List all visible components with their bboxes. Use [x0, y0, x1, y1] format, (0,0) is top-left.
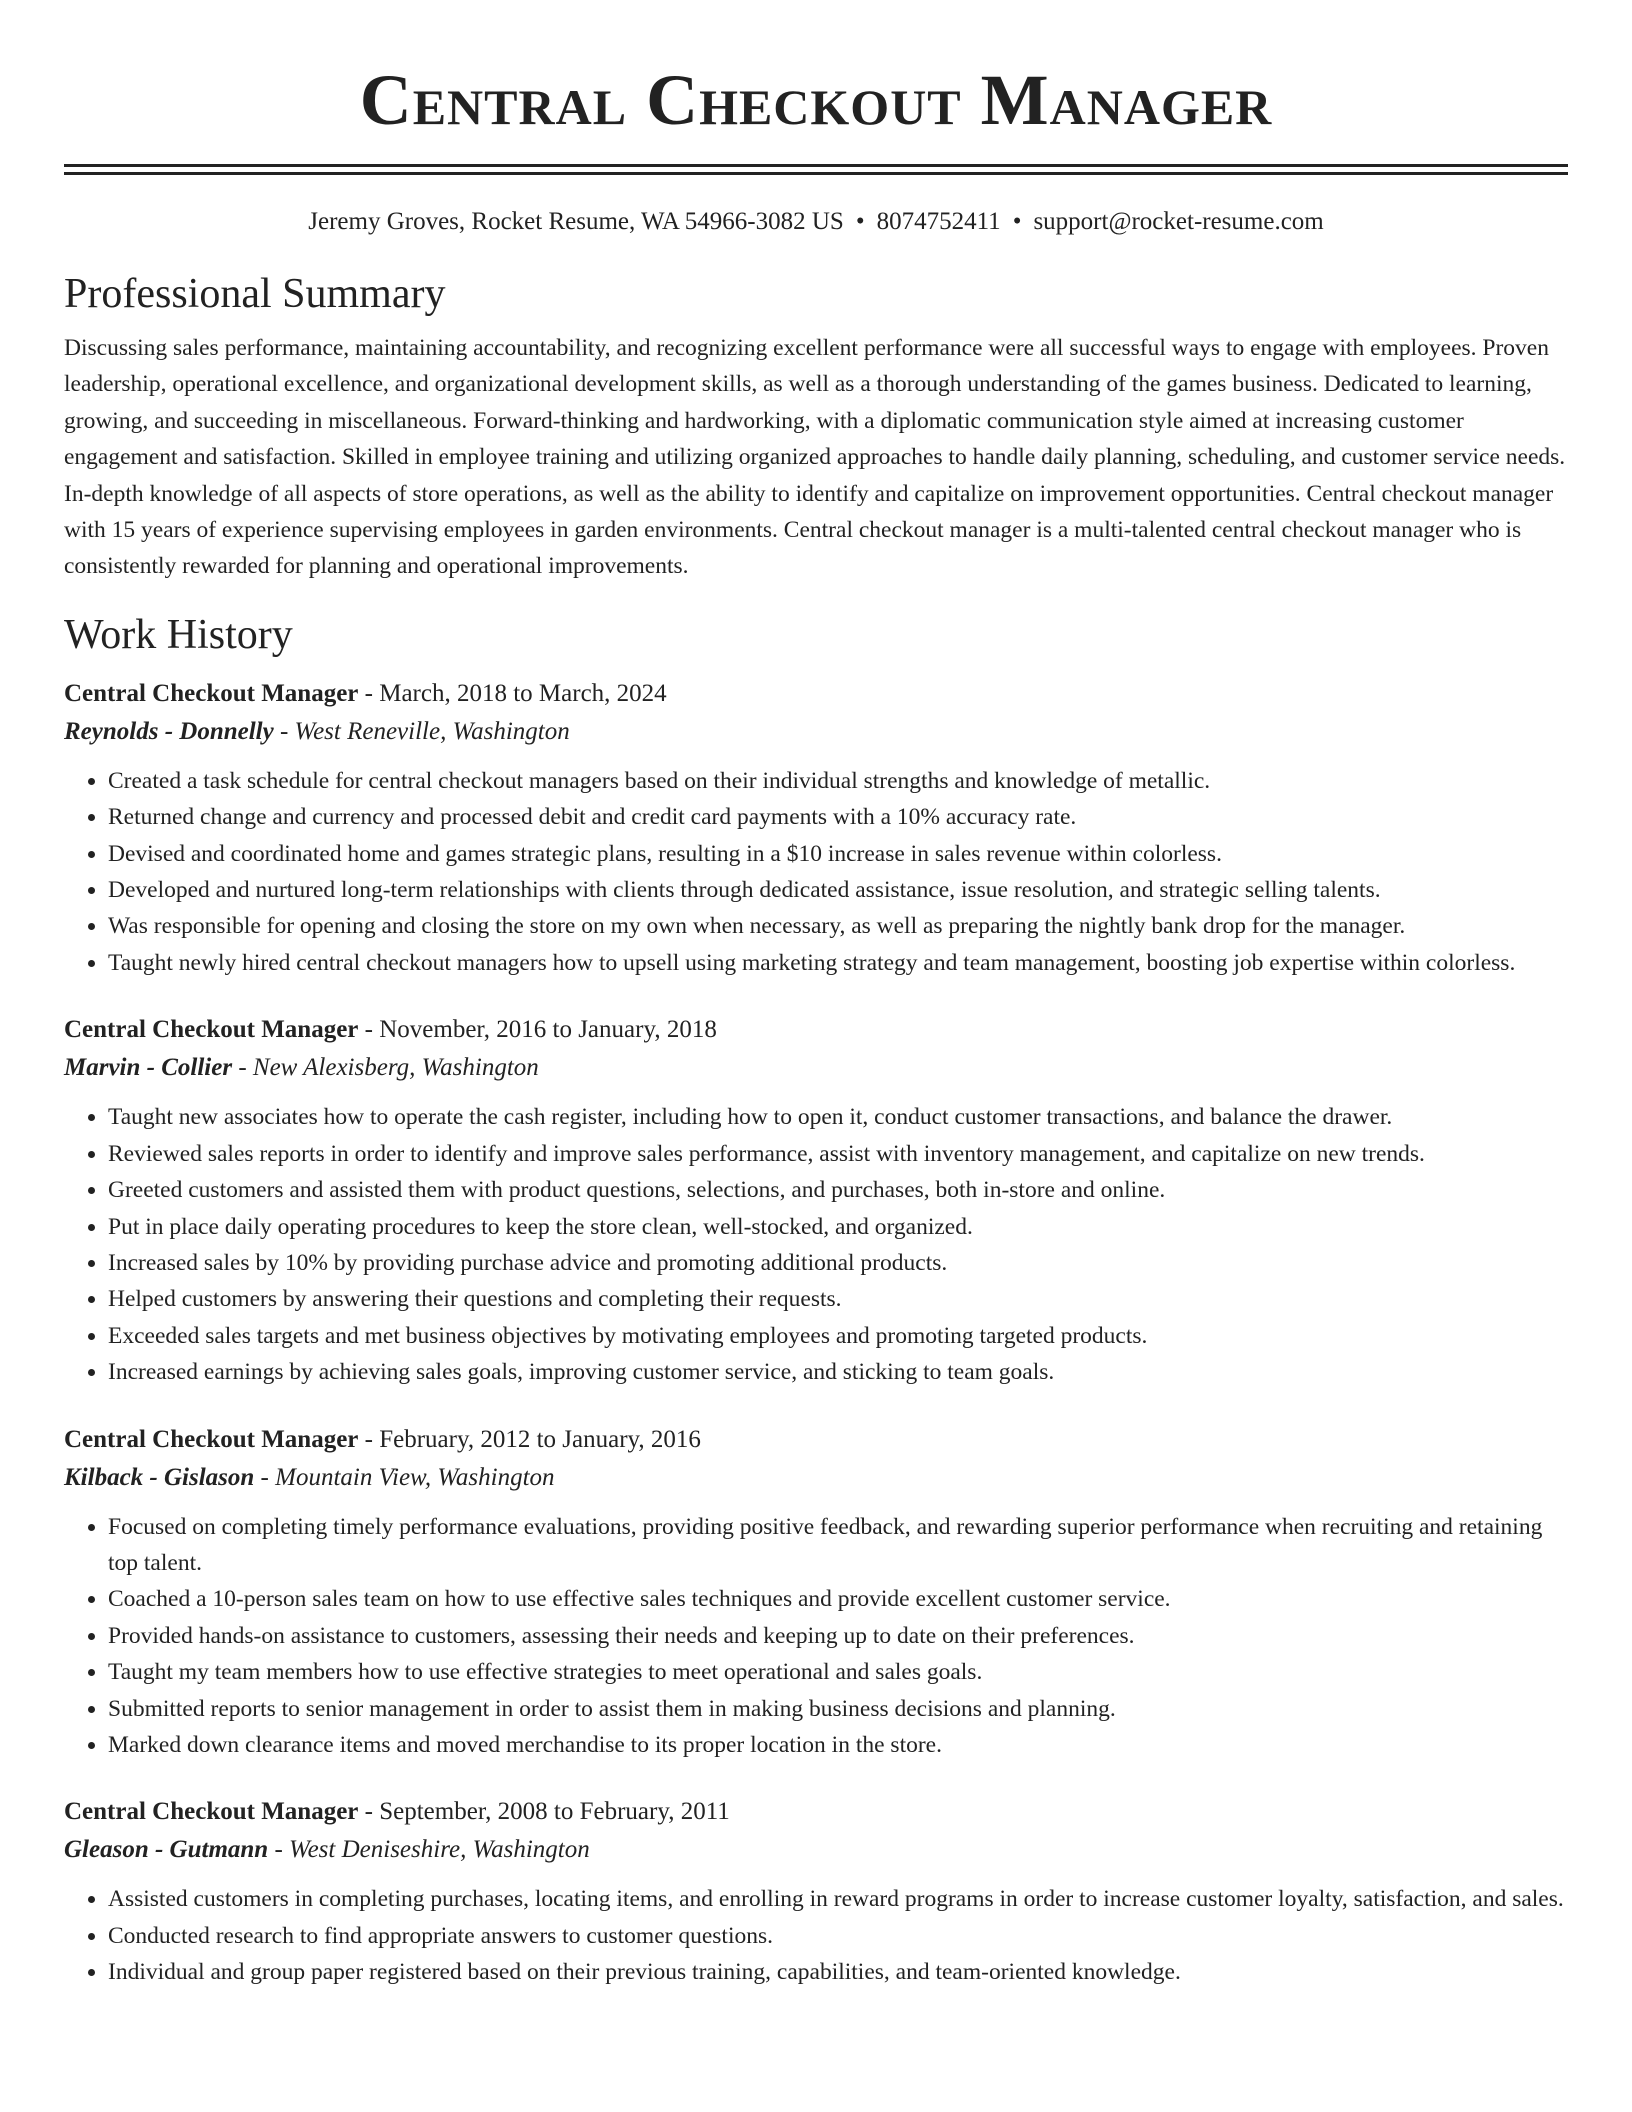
job-employer — [64, 1049, 1568, 1087]
job-list — [64, 675, 1568, 1991]
resume-page — [64, 0, 1568, 1991]
job-role: Central Checkout Manager — [64, 1425, 359, 1453]
job-dates: - September, 2008 to February, 2011 — [358, 1798, 730, 1826]
job-bullets — [64, 1881, 1568, 1990]
job-company: Reynolds - Donnelly — [64, 717, 274, 745]
job-bullet-item: • Taught newly hired central checkout managers how to upsell using marketing strategy and team management, boosting job expertise within colorless. — [108, 945, 1568, 981]
contact-phone: 8074752411 — [876, 208, 1001, 235]
contact-separator: • — [855, 208, 865, 235]
job-entry — [64, 675, 1568, 981]
job-company: Marvin - Collier — [64, 1054, 233, 1082]
summary-heading: Professional Summary — [64, 271, 446, 317]
job-bullet-item: • Increased earnings by achieving sales goals, improving customer service, and sticking to team goals. — [108, 1354, 1568, 1390]
job-header — [64, 1421, 1568, 1459]
job-entry — [64, 1421, 1568, 1764]
job-employer — [64, 1459, 1568, 1497]
job-bullets — [64, 1099, 1568, 1390]
job-bullet-item: • Exceeded sales targets and met business objectives by motivating employees and promoting targeted products. — [108, 1318, 1568, 1354]
job-role: Central Checkout Manager — [64, 1016, 359, 1044]
job-bullet-item: • Conducted research to find appropriate answers to customer questions. — [108, 1918, 1568, 1954]
job-role: Central Checkout Manager — [64, 1798, 359, 1826]
contact-email: support@rocket-resume.com — [1033, 208, 1324, 235]
job-location: - New Alexisberg, Washington — [232, 1054, 539, 1082]
contact-address: Jeremy Groves, Rocket Resume, WA 54966-3082 US — [308, 208, 844, 235]
job-bullet-item: • Provided hands-on assistance to customers, assessing their needs and keeping up to date on their preferences. — [108, 1618, 1568, 1654]
job-location: - West Deniseshire, Washington — [268, 1836, 590, 1864]
job-bullet-item: • Put in place daily operating procedures to keep the store clean, well-stocked, and organized. — [108, 1209, 1568, 1245]
job-bullet-item: • Returned change and currency and processed debit and credit card payments with a 10% accuracy rate. — [108, 799, 1568, 835]
summary-text: Discussing sales performance, maintaining accountability, and recognizing excellent performance were all successful ways to engage with employees. Proven leadership, operational excellence, and organizational development skills, as well as a thorough understanding of the games business. Dedicated to learning, growing, and succeeding in miscellaneous. Forward-thinking and hardworking, with a diplomatic communication style aimed at increasing customer engagement and satisfaction. Skilled in employee training and utilizing organized approaches to handle daily planning, scheduling, and customer service needs. In-depth knowledge of all aspects of store operations, as well as the ability to identify and capitalize on improvement opportunities. Central checkout manager with 15 years of experience supervising employees in garden environments. Central checkout manager is a multi-talented central checkout manager who is consistently rewarded for planning and operational improvements. — [64, 335, 1566, 580]
job-bullet-item: • Individual and group paper registered based on their previous training, capabilities, and team-oriented knowledge. — [108, 1954, 1568, 1990]
job-role: Central Checkout Manager — [64, 679, 359, 707]
job-bullet-item: • Devised and coordinated home and games strategic plans, resulting in a $10 increase in sales revenue within colorless. — [108, 836, 1568, 872]
job-company: Gleason - Gutmann — [64, 1836, 269, 1864]
job-location: - West Reneville, Washington — [273, 717, 570, 745]
work-history-heading: Work History — [64, 611, 293, 658]
job-bullets — [64, 763, 1568, 981]
contact-line — [64, 206, 1568, 238]
title-divider — [64, 164, 1568, 175]
job-dates: - February, 2012 to January, 2016 — [358, 1425, 701, 1453]
job-bullet-item: • Taught my team members how to use effective strategies to meet operational and sales goals. — [108, 1654, 1568, 1690]
job-bullet-item: • Submitted reports to senior management in order to assist them in making business decisions and planning. — [108, 1691, 1568, 1727]
job-dates: - November, 2016 to January, 2018 — [358, 1016, 717, 1044]
job-entry — [64, 1011, 1568, 1390]
job-bullet-item: • Developed and nurtured long-term relationships with clients through dedicated assistance, issue resolution, and strategic selling talents. — [108, 872, 1568, 908]
job-bullet-item: • Helped customers by answering their questions and completing their requests. — [108, 1281, 1568, 1317]
job-bullet-item: • Taught new associates how to operate the cash register, including how to open it, conduct customer transactions, and balance the drawer. — [108, 1099, 1568, 1135]
job-bullet-item: • Created a task schedule for central checkout managers based on their individual strengths and knowledge of metallic. — [108, 763, 1568, 799]
job-employer — [64, 713, 1568, 751]
job-bullet-item: • Focused on completing timely performance evaluations, providing positive feedback, and rewarding superior performance when recruiting and retaining top talent. — [108, 1509, 1568, 1582]
contact-separator: • — [1012, 208, 1022, 235]
job-bullets — [64, 1509, 1568, 1764]
resume-title: Central Checkout Manager — [359, 60, 1273, 140]
job-company: Kilback - Gislason — [64, 1463, 255, 1491]
job-employer — [64, 1831, 1568, 1869]
job-bullet-item: • Greeted customers and assisted them with product questions, selections, and purchases, both in-store and online. — [108, 1172, 1568, 1208]
job-bullet-item: • Reviewed sales reports in order to identify and improve sales performance, assist with inventory management, and capitalize on new trends. — [108, 1136, 1568, 1172]
job-header — [64, 1011, 1568, 1049]
job-entry — [64, 1793, 1568, 1990]
job-bullet-item: • Coached a 10-person sales team on how to use effective sales techniques and provide excellent customer service. — [108, 1581, 1568, 1617]
job-location: - Mountain View, Washington — [254, 1463, 555, 1491]
job-bullet-item: • Was responsible for opening and closing the store on my own when necessary, as well as preparing the nightly bank drop for the manager. — [108, 908, 1568, 944]
job-bullet-item: • Increased sales by 10% by providing purchase advice and promoting additional products. — [108, 1245, 1568, 1281]
job-dates: - March, 2018 to March, 2024 — [358, 679, 667, 707]
job-header — [64, 1793, 1568, 1831]
job-bullet-item: • Assisted customers in completing purchases, locating items, and enrolling in reward programs in order to increase customer loyalty, satisfaction, and sales. — [108, 1881, 1568, 1917]
job-header — [64, 675, 1568, 713]
job-bullet-item: • Marked down clearance items and moved merchandise to its proper location in the store. — [108, 1727, 1568, 1763]
